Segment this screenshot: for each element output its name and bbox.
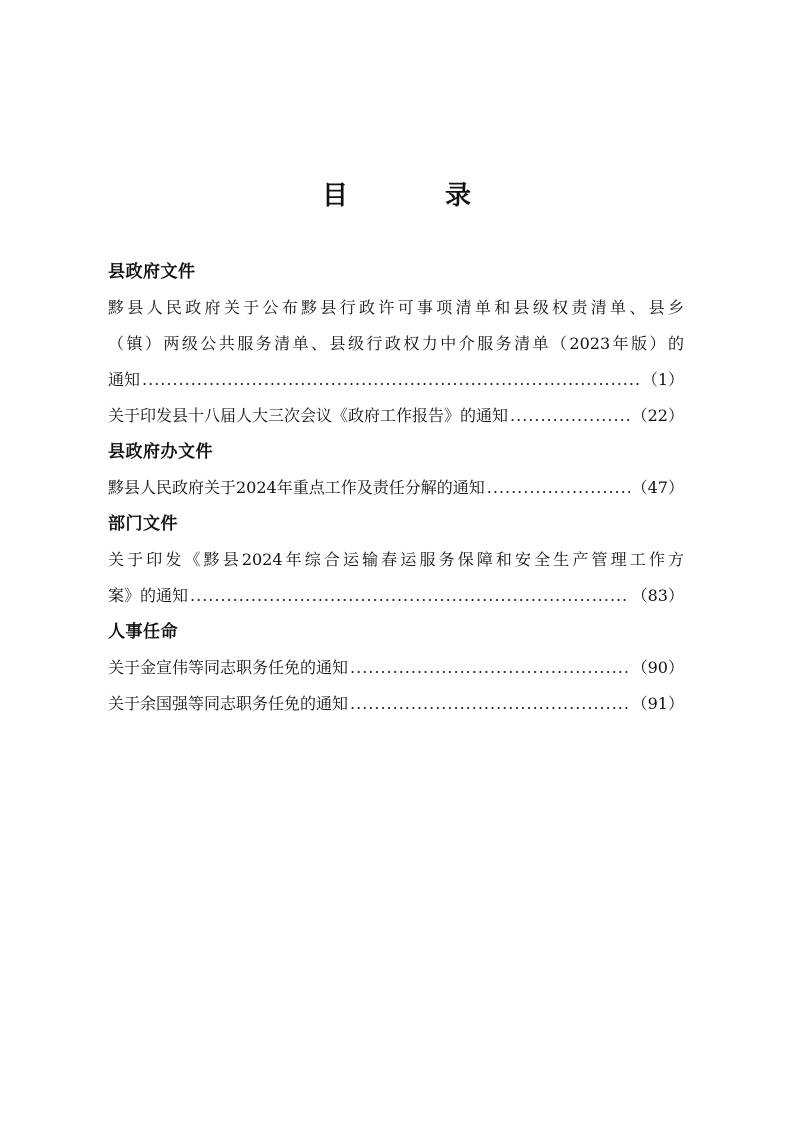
toc-entry-leader-line xyxy=(108,578,684,614)
toc-entry-leader-line xyxy=(108,470,684,506)
toc-entry-leader-line xyxy=(108,686,684,722)
toc-entry-line: （镇）两级公共服务清单、县级行政权力中介服务清单（2023年版）的 xyxy=(108,334,684,353)
page-number: （91） xyxy=(631,694,684,713)
page-number: （1） xyxy=(641,370,684,389)
section-heading: 县政府办文件 xyxy=(108,442,213,462)
toc-entry[interactable] xyxy=(108,686,684,722)
dot-leader xyxy=(487,470,630,506)
table-of-contents xyxy=(108,254,684,722)
section-heading: 县政府文件 xyxy=(108,262,196,282)
toc-entry-title: 关于印发县十八届人大三次会议《政府工作报告》的通知 xyxy=(108,406,509,425)
toc-entry-leader-line xyxy=(108,362,684,398)
dot-leader xyxy=(350,650,630,686)
dot-leader xyxy=(510,398,630,434)
toc-entry[interactable] xyxy=(108,398,684,434)
toc-entry-line: 关于印发《黟县2024年综合运输春运服务保障和安全生产管理工作方 xyxy=(108,550,684,569)
page-number: （90） xyxy=(631,658,684,677)
toc-entry[interactable] xyxy=(108,650,684,686)
toc-entry-title: 关于金宣伟等同志职务任免的通知 xyxy=(108,658,349,677)
toc-entry-leader-line xyxy=(108,398,684,434)
page-number: （22） xyxy=(631,406,684,425)
toc-entry[interactable] xyxy=(108,542,684,614)
dot-leader xyxy=(350,686,630,722)
page-title: 目 录 xyxy=(321,181,516,211)
toc-entry-title: 关于余国强等同志职务任免的通知 xyxy=(108,694,349,713)
toc-entry-title: 通知 xyxy=(108,370,141,389)
dot-leader xyxy=(190,578,630,614)
page-number: （47） xyxy=(631,478,684,497)
section-heading: 人事任命 xyxy=(108,622,178,642)
dot-leader xyxy=(142,362,640,398)
toc-entry[interactable] xyxy=(108,470,684,506)
toc-entry[interactable] xyxy=(108,290,684,398)
toc-entry-line: 黟县人民政府关于公布黟县行政许可事项清单和县级权责清单、县乡 xyxy=(108,298,684,317)
section-heading: 部门文件 xyxy=(108,514,178,534)
toc-entry-title: 案》的通知 xyxy=(108,586,189,605)
page-number: （83） xyxy=(631,586,684,605)
toc-entry-leader-line xyxy=(108,650,684,686)
toc-entry-title: 黟县人民政府关于2024年重点工作及责任分解的通知 xyxy=(108,478,485,497)
